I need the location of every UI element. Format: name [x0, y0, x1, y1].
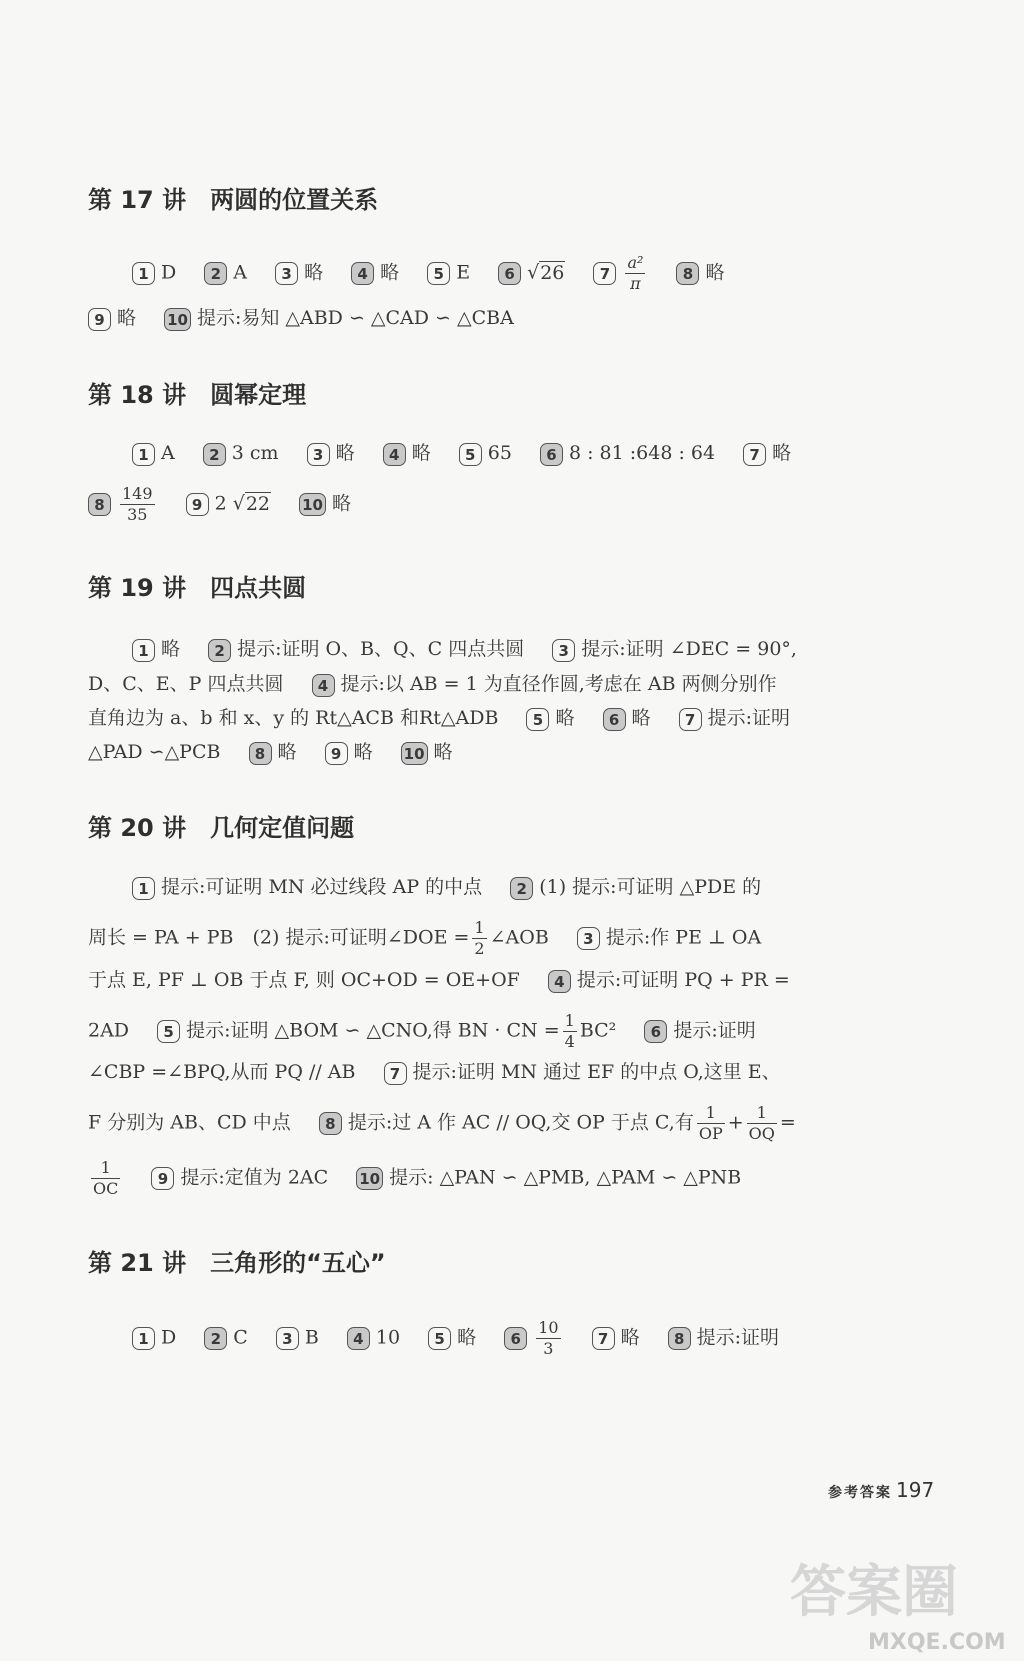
section-title-18: 第 18 讲 圆幂定理 — [88, 381, 307, 409]
section-title-21: 第 21 讲 三角形的“五心” — [88, 1249, 386, 1277]
answer: C — [233, 1326, 248, 1349]
answer: 略 — [117, 307, 137, 329]
answers-20-line7 — [88, 1158, 888, 1199]
answer: 提示:可证明 PQ + PR = — [576, 969, 790, 991]
answer: A — [161, 442, 175, 464]
fraction: $\frac{1}{OP}$ — [698, 1103, 723, 1143]
answer: 略 — [620, 1326, 640, 1349]
num-5: 5 — [428, 1327, 451, 1350]
answer: 提示:证明 — [707, 707, 790, 729]
num-2: 2 — [510, 877, 533, 900]
answers-20-line4 — [88, 1011, 888, 1052]
fraction: $\frac{1}{2}$ — [474, 918, 485, 958]
answers-18-line1 — [132, 438, 932, 468]
answers-18-line2: 8 $\frac{149}{35}$ 9 2 √22 10 略 — [88, 484, 888, 525]
num-6: 6 — [603, 708, 626, 731]
num-7: 7 — [593, 262, 616, 285]
num-9: 9 — [325, 742, 348, 765]
answers-20-line3 — [88, 965, 888, 995]
answer: 22 — [245, 492, 271, 515]
num-2: 2 — [208, 639, 231, 662]
num-6: 6 — [504, 1327, 527, 1350]
answers-19-line4 — [88, 737, 888, 767]
num-4: 4 — [312, 674, 335, 697]
page-number: 197 — [896, 1478, 935, 1502]
num-10: 10 — [299, 493, 326, 516]
num-9: 9 — [186, 493, 209, 516]
answers-20-line2 — [88, 918, 888, 959]
num-3: 3 — [577, 927, 600, 950]
answer: 10 — [375, 1326, 401, 1349]
watermark-logo: 答案圈 — [790, 1560, 958, 1625]
num-4: 4 — [347, 1327, 370, 1350]
answer: 略 — [335, 442, 355, 464]
answers-19-line2 — [88, 669, 888, 699]
num-7: 7 — [743, 443, 766, 466]
fraction: $\frac{10}{3}$ — [538, 1318, 559, 1358]
answer: A — [233, 261, 248, 284]
num-8: 8 — [249, 742, 272, 765]
answer: 提示:以 AB = 1 为直径作圆,考虑在 AB 两侧分别作 — [340, 673, 777, 695]
answer: 提示:证明 — [696, 1326, 780, 1349]
answer: 提示:可证明 MN 必过线段 AP 的中点 — [161, 876, 483, 898]
operator: = — [779, 1111, 796, 1134]
answer: 提示:证明 — [673, 1019, 756, 1042]
answer: 略 — [457, 1326, 477, 1349]
answer: 略 — [331, 492, 351, 515]
answer: 略 — [161, 638, 181, 660]
answer: 2AD — [88, 1019, 130, 1042]
answer: D — [161, 1326, 177, 1349]
answer: 直角边为 a、b 和 x、y 的 Rt△ACB 和Rt△ADB — [88, 707, 499, 729]
answer: BC² — [579, 1019, 617, 1042]
answers-20-line6 — [88, 1103, 888, 1144]
num-4: 4 — [351, 262, 374, 285]
num-1: 1 — [132, 877, 155, 900]
num-4: 4 — [383, 443, 406, 466]
num-9: 9 — [88, 308, 111, 331]
num-5: 5 — [427, 262, 450, 285]
num-6: 6 — [498, 262, 521, 285]
page-footer — [828, 1478, 934, 1502]
num-8: 8 — [319, 1112, 342, 1135]
num-7: 7 — [679, 708, 702, 731]
answers-20-line1 — [132, 872, 932, 902]
answer: 略 — [705, 261, 725, 284]
answers-17-line1: 1 D 2 A 3 略 4 略 5 E 6 √26 7 $\frac{\text{a²}}{\pi}$ 8 略 — [132, 253, 932, 294]
answer: B — [304, 1326, 319, 1349]
answer: 略 — [411, 442, 431, 464]
num-8: 8 — [668, 1327, 691, 1350]
answer: 略 — [555, 707, 575, 729]
answer: △PAD ∽△PCB — [88, 741, 221, 763]
num-6: 6 — [644, 1020, 667, 1043]
num-5: 5 — [526, 708, 549, 731]
answer: 略 — [772, 442, 792, 464]
section-title-20: 第 20 讲 几何定值问题 — [88, 814, 355, 842]
answer: 提示:证明 △BOM ∽ △CNO,得 BN · CN = — [186, 1019, 560, 1042]
answer: 3 cm — [231, 442, 279, 464]
answer: 提示:易知 △ABD ∽ △CAD ∽ △CBA — [196, 307, 514, 329]
answer: 26 — [540, 261, 565, 284]
answer: 提示:证明 MN 通过 EF 的中点 O,这里 E、 — [412, 1061, 781, 1083]
num-3: 3 — [307, 443, 330, 466]
answer: 略 — [304, 261, 324, 284]
fraction: $\frac{149}{35}$ — [122, 484, 153, 524]
answer: 65 — [487, 442, 512, 464]
answer: 周长 = PA + PB (2) 提示:可证明∠DOE = — [88, 926, 470, 949]
num-1: 1 — [132, 639, 155, 662]
fraction: $\frac{1}{4}$ — [564, 1011, 575, 1051]
answer: F 分别为 AB、CD 中点 — [88, 1111, 291, 1134]
answer: 略 — [380, 261, 400, 284]
num-5: 5 — [157, 1020, 180, 1043]
answer: 提示:作 PE ⊥ OA — [605, 926, 762, 949]
num-10: 10 — [356, 1167, 383, 1190]
section-title-17: 第 17 讲 两圆的位置关系 — [88, 186, 379, 214]
num-7: 7 — [384, 1062, 407, 1085]
answer: 于点 E, PF ⊥ OB 于点 F, 则 OC+OD = OE+OF — [88, 969, 520, 991]
answer: 略 — [353, 741, 373, 763]
num-8: 8 — [88, 493, 111, 516]
answer: 略 — [631, 707, 651, 729]
answers-20-line5 — [88, 1057, 888, 1087]
num-4: 4 — [548, 970, 571, 993]
answer: E — [456, 261, 471, 284]
num-1: 1 — [132, 1327, 155, 1350]
num-3: 3 — [552, 639, 575, 662]
section-title-19: 第 19 讲 四点共圆 — [88, 574, 307, 602]
answer: (1) 提示:可证明 △PDE 的 — [539, 876, 762, 898]
num-8: 8 — [676, 262, 699, 285]
num-2: 2 — [203, 443, 226, 466]
num-10: 10 — [164, 308, 191, 331]
num-5: 5 — [459, 443, 482, 466]
fraction: $\frac{\text{a²}}{\pi}$ — [627, 253, 644, 293]
num-3: 3 — [276, 1327, 299, 1350]
fraction: $\frac{1}{OC}$ — [93, 1158, 119, 1198]
answer: 略 — [433, 741, 453, 763]
num-2: 2 — [204, 1327, 227, 1350]
answer: ∠CBP =∠BPQ,从而 PQ // AB — [88, 1061, 356, 1083]
answer: D、C、E、P 四点共圆 — [88, 673, 284, 695]
footer-label: 参考答案 — [828, 1485, 892, 1501]
answers-19-line1 — [132, 634, 932, 664]
num-7: 7 — [592, 1327, 615, 1350]
answer: 提示:证明 ∠DEC = 90°, — [581, 638, 797, 660]
answer: ∠AOB — [489, 926, 549, 949]
answer: 提示:过 A 作 AC // OQ,交 OP 于点 C,有 — [347, 1111, 694, 1134]
answers-19-line3 — [88, 703, 888, 733]
answer: D — [161, 261, 177, 284]
answer: 8 : 81 :648 : 64 — [568, 442, 716, 464]
answer: 提示: △PAN ∽ △PMB, △PAM ∽ △PNB — [389, 1166, 742, 1189]
operator: + — [727, 1111, 744, 1134]
fraction: $\frac{1}{OQ}$ — [748, 1103, 775, 1143]
num-2: 2 — [204, 262, 227, 285]
answers-21-line1 — [132, 1318, 932, 1359]
answer: 提示:证明 O、B、Q、C 四点共圆 — [237, 638, 525, 660]
answers-17-line2 — [88, 303, 888, 333]
num-6: 6 — [540, 443, 563, 466]
num-3: 3 — [275, 262, 298, 285]
num-10: 10 — [401, 742, 428, 765]
answer: 提示:定值为 2AC — [180, 1166, 329, 1189]
num-9: 9 — [151, 1167, 174, 1190]
answer: 略 — [277, 741, 297, 763]
num-1: 1 — [132, 262, 155, 285]
watermark-url: MXQE.COM — [868, 1630, 1006, 1655]
num-1: 1 — [132, 443, 155, 466]
